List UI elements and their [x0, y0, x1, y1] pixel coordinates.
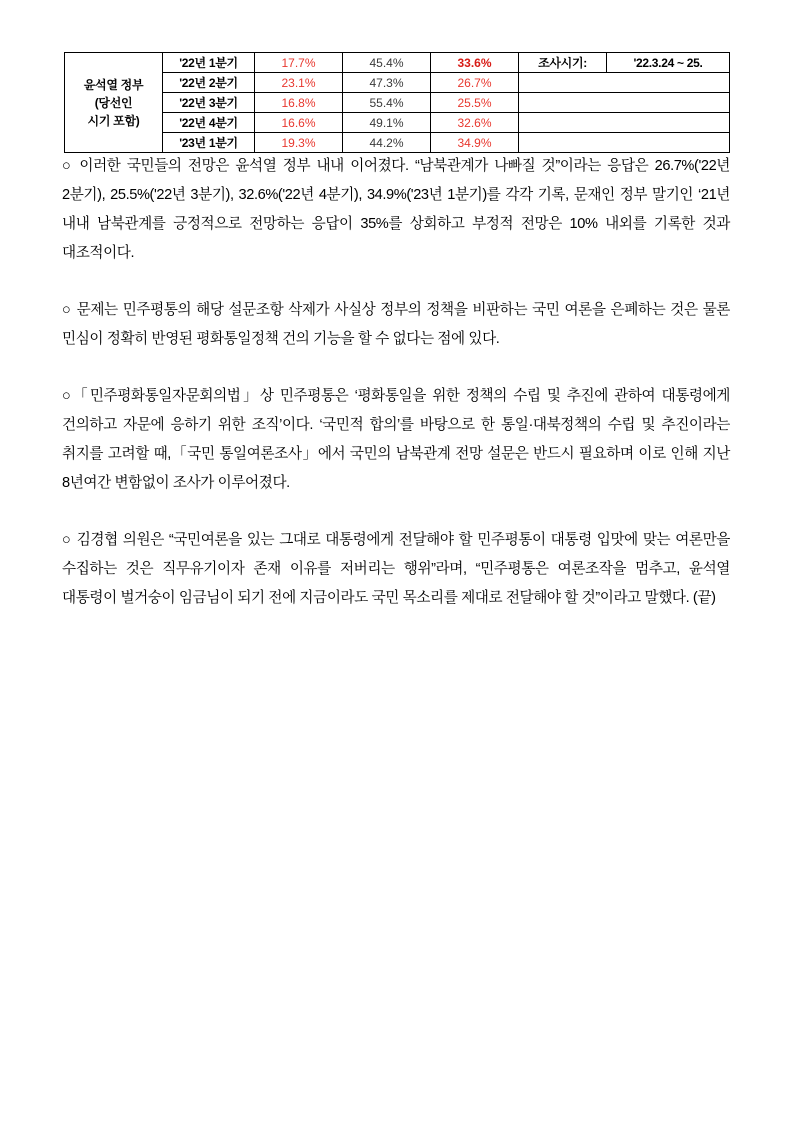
- source-value: '22.3.24 ~ 25.: [607, 53, 730, 73]
- value-positive: 17.7%: [255, 53, 343, 73]
- value-negative: 32.6%: [431, 113, 519, 133]
- value-positive: 23.1%: [255, 73, 343, 93]
- value-neutral: 49.1%: [343, 113, 431, 133]
- survey-table-container: [64, 52, 729, 153]
- value-negative: 25.5%: [431, 93, 519, 113]
- value-negative: 34.9%: [431, 133, 519, 153]
- row-header-line-2: (당선인: [94, 95, 133, 110]
- value-positive: 16.6%: [255, 113, 343, 133]
- paragraph-2: ○ 문제는 민주평통의 해당 설문조항 삭제가 사실상 정부의 정책을 비판하는 국민 여론을 은폐하는 것은 물론 민심이 정확히 반영된 평화통일정책 건의 기능을 할 수 없다는 점에 있다.: [62, 302, 730, 347]
- row-header-line-1: 윤석열 정부: [83, 77, 144, 92]
- table-row: [65, 73, 730, 93]
- empty-cell: [519, 133, 730, 153]
- quarter-label: '22년 1분기: [163, 53, 255, 73]
- table-row-header: [65, 53, 163, 153]
- row-header-line-3: 시기 포함): [87, 113, 140, 128]
- empty-cell: [519, 93, 730, 113]
- quarter-label: '23년 1분기: [163, 133, 255, 153]
- value-neutral: 47.3%: [343, 73, 431, 93]
- document-body: [62, 152, 730, 613]
- table-row: [65, 133, 730, 153]
- source-label: 조사시기:: [519, 53, 607, 73]
- empty-cell: [519, 113, 730, 133]
- value-neutral: 44.2%: [343, 133, 431, 153]
- table-row: [65, 93, 730, 113]
- value-negative: 26.7%: [431, 73, 519, 93]
- survey-table: [64, 52, 730, 153]
- paragraph-3: ○「민주평화통일자문회의법」상 민주평통은 ‘평화통일을 위한 정책의 수립 및 추진에 관하여 대통령에게 건의하고 자문에 응하기 위한 조직’이다. ‘국민적 합의’를 바탕으로 한 통일·대북정책의 수립 및 추진이라는 취지를 고려할 때,「국민 통일여론조사」에서 국민의 남북관계 전망 설문은 반드시 필요하며 이로 인해 지난 8년여간 변함없이 조사가 이루어졌다.: [62, 388, 730, 491]
- value-negative: 33.6%: [431, 53, 519, 73]
- value-neutral: 45.4%: [343, 53, 431, 73]
- value-positive: 19.3%: [255, 133, 343, 153]
- empty-cell: [519, 73, 730, 93]
- value-neutral: 55.4%: [343, 93, 431, 113]
- table-row: [65, 53, 730, 73]
- value-positive: 16.8%: [255, 93, 343, 113]
- quarter-label: '22년 3분기: [163, 93, 255, 113]
- table-row: [65, 113, 730, 133]
- paragraph-4: ○ 김경협 의원은 “국민여론을 있는 그대로 대통령에게 전달해야 할 민주평통이 대통령 입맛에 맞는 여론만을 수집하는 것은 직무유기이자 존재 이유를 저버리는 행위”라며, “민주평통은 여론조작을 멈추고, 윤석열 대통령이 벌거숭이 임금님이 되기 전에 지금이라도 국민 목소리를 제대로 전달해야 할 것”이라고 말했다. (끝): [62, 532, 730, 606]
- quarter-label: '22년 4분기: [163, 113, 255, 133]
- quarter-label: '22년 2분기: [163, 73, 255, 93]
- survey-table-body: [65, 53, 730, 153]
- paragraph-1: ○ 이러한 국민들의 전망은 윤석열 정부 내내 이어졌다. “남북관계가 나빠질 것”이라는 응답은 26.7%('22년 2분기), 25.5%('22년 3분기), 32.6%('22년 4분기), 34.9%('23년 1분기)를 각각 기록, 문재인 정부 말기인 ‘21년 내내 남북관계를 긍정적으로 전망하는 응답이 35%를 상회하고 부정적 전망은 10% 내외를 기록한 것과 대조적이다.: [62, 158, 730, 261]
